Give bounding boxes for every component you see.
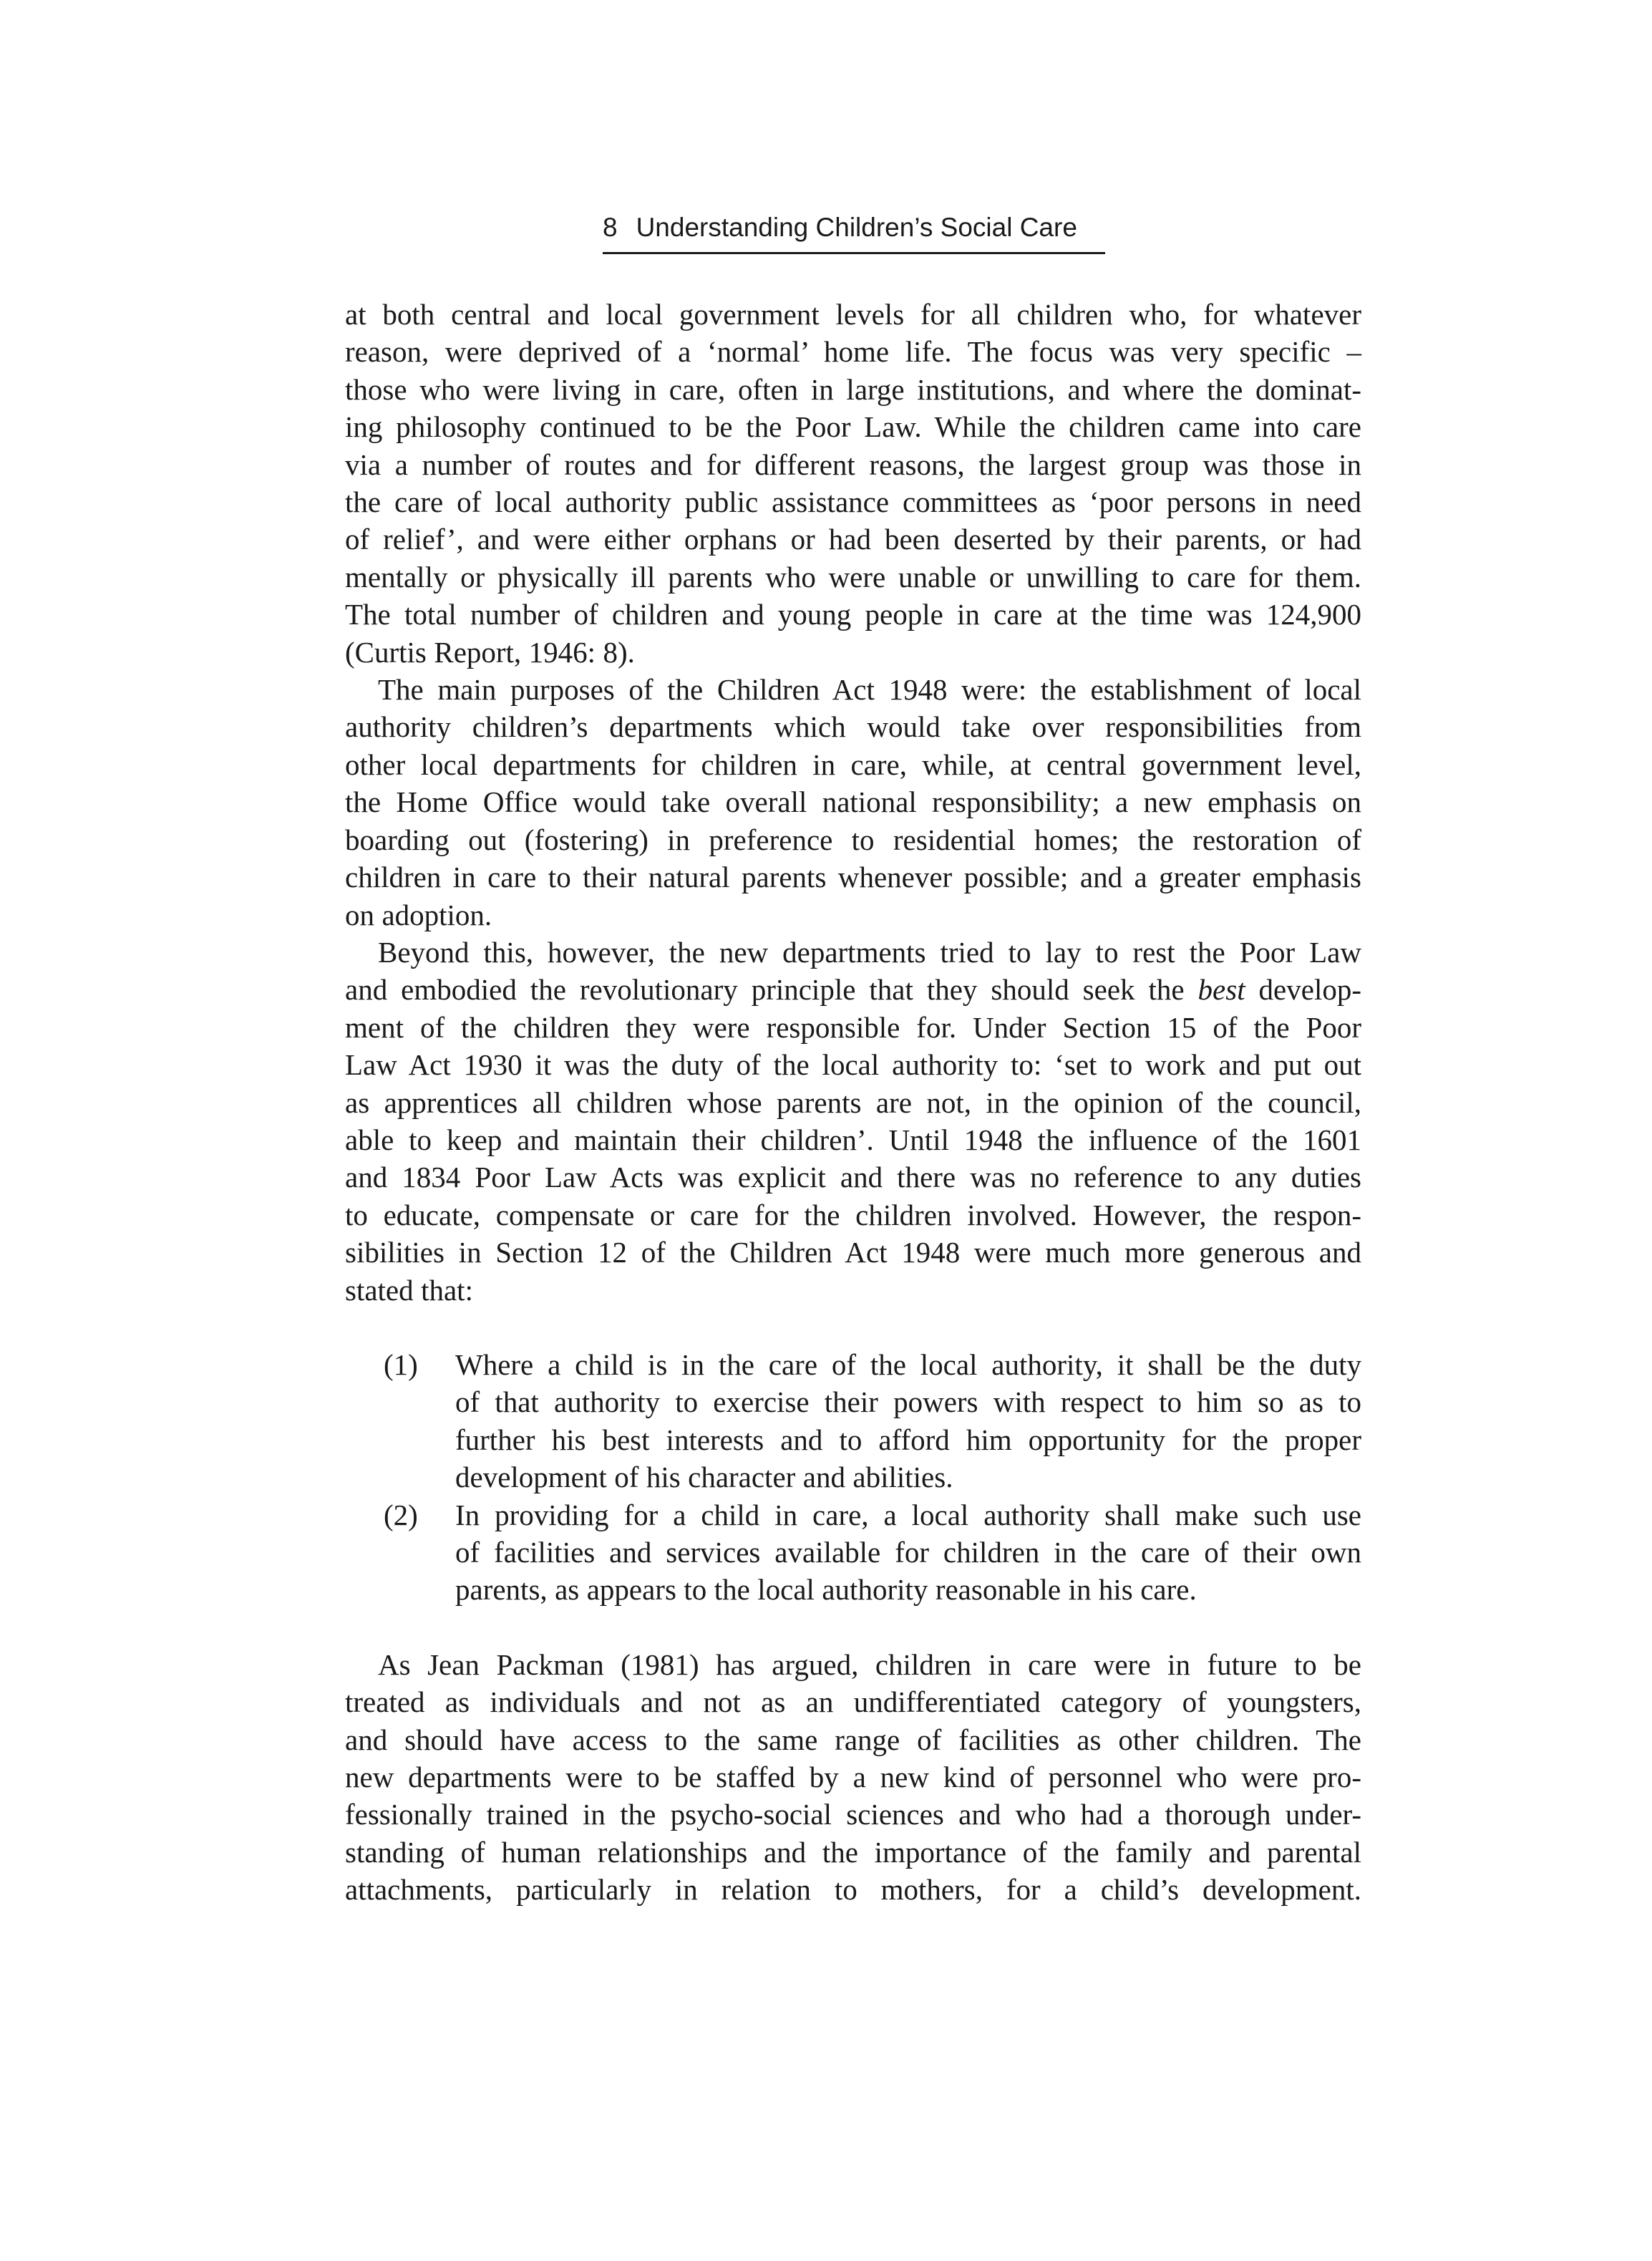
text-line: The total number of children and young people in care at the time was 124,900 (345, 598, 1361, 631)
text-line: on adoption. (345, 898, 492, 931)
text-line: mentally or physically ill parents who were unable or unwilling to care for them. (345, 560, 1361, 594)
text-line: As Jean Packman (1981) has argued, children in care were in future to be (378, 1647, 1361, 1681)
page-number: 8 (603, 213, 618, 242)
text-line: the care of local authority public assistance committees as ‘poor persons in need (345, 485, 1361, 519)
list-item (345, 1346, 1361, 1496)
text-line: at both central and local government levels for all children who, for whatever (345, 298, 1361, 331)
text-line: and should have access to the same range of facilities as other children. The (345, 1723, 1361, 1756)
text-line: and 1834 Poor Law Acts was explicit and there was no reference to any duties (345, 1161, 1361, 1194)
list-item (345, 1496, 1361, 1609)
running-title: Understanding Children’s Social Care (636, 213, 1077, 242)
text-line: Law Act 1930 it was the duty of the local authority to: ‘set to work and put out (345, 1048, 1361, 1082)
running-header (603, 212, 1105, 254)
text-line: of that authority to exercise their powers with respect to him so as to (455, 1385, 1361, 1419)
text-line: ing philosophy continued to be the Poor Law. While the children came into care (345, 410, 1361, 444)
text-line: stated that: (345, 1273, 473, 1307)
text-line: boarding out (fostering) in preference to residential homes; the restoration of (345, 823, 1361, 856)
text-line: those who were living in care, often in large institutions, and where the dominat- (345, 372, 1361, 406)
text-line: ment of the children they were responsible for. Under Section 15 of the Poor (345, 1010, 1361, 1044)
text-line: In providing for a child in care, a local authority shall make such use (455, 1498, 1361, 1531)
list-number: (1) (384, 1347, 418, 1381)
text-line: The main purposes of the Children Act 1948 were: the establishment of local (378, 673, 1361, 707)
text-segment: develop- (1245, 973, 1361, 1007)
text-line: development of his character and abilities. (455, 1461, 953, 1494)
text-line: to educate, compensate or care for the children involved. However, the respon- (345, 1198, 1361, 1231)
text-line: as apprentices all children whose parents are not, in the opinion of the council, (345, 1085, 1361, 1119)
text-line: able to keep and maintain their children’. Until 1948 the influence of the 1601 (345, 1123, 1361, 1156)
spacer (345, 1609, 1361, 1646)
text-line: authority children’s departments which would take over responsibilities from (345, 710, 1361, 744)
text-line: fessionally trained in the psycho-social sciences and who had a thorough under- (345, 1798, 1361, 1831)
text-segment: and embodied the revolutionary principle that they should seek the (345, 973, 1198, 1007)
paragraph-3 (345, 934, 1361, 1309)
list-number: (2) (384, 1498, 418, 1531)
spacer (345, 1309, 1361, 1346)
text-line: of facilities and services available for children in the care of their own (455, 1536, 1361, 1569)
paragraph-1 (345, 296, 1361, 671)
text-line: of relief’, and were either orphans or had been deserted by their parents, or had (345, 523, 1361, 556)
text-line: new departments were to be staffed by a new kind of personnel who were pro- (345, 1761, 1361, 1794)
text-line: parents, as appears to the local authority reasonable in his care. (455, 1573, 1197, 1607)
body-text (345, 296, 1361, 1909)
text-line: Beyond this, however, the new departments tried to lay to rest the Poor Law (378, 935, 1361, 969)
text-line: (Curtis Report, 1946: 8). (345, 635, 635, 669)
text-line: attachments, particularly in relation to mothers, for a child’s development. (345, 1873, 1361, 1907)
text-line: reason, were deprived of a ‘normal’ home life. The focus was very specific – (345, 335, 1361, 369)
paragraph-4 (345, 1646, 1361, 1909)
text-line: other local departments for children in care, while, at central government level, (345, 747, 1361, 781)
text-line-with-italic (345, 971, 1361, 1008)
quoted-statute-list (345, 1346, 1361, 1609)
text-line: via a number of routes and for different reasons, the largest group was those in (345, 447, 1361, 481)
italic-emphasis: best (1197, 973, 1245, 1007)
text-line: Where a child is in the care of the local authority, it shall be the duty (455, 1347, 1361, 1381)
text-line: sibilities in Section 12 of the Children Act 1948 were much more generous and (345, 1236, 1361, 1269)
text-line: treated as individuals and not as an undifferentiated category of youngsters, (345, 1685, 1361, 1719)
text-line: children in care to their natural parents whenever possible; and a greater emphasis (345, 861, 1361, 894)
text-line: further his best interests and to afford him opportunity for the proper (455, 1423, 1361, 1456)
text-line: the Home Office would take overall national responsibility; a new emphasis on (345, 785, 1361, 819)
paragraph-2 (345, 671, 1361, 934)
text-line: standing of human relationships and the importance of the family and parental (345, 1835, 1361, 1869)
